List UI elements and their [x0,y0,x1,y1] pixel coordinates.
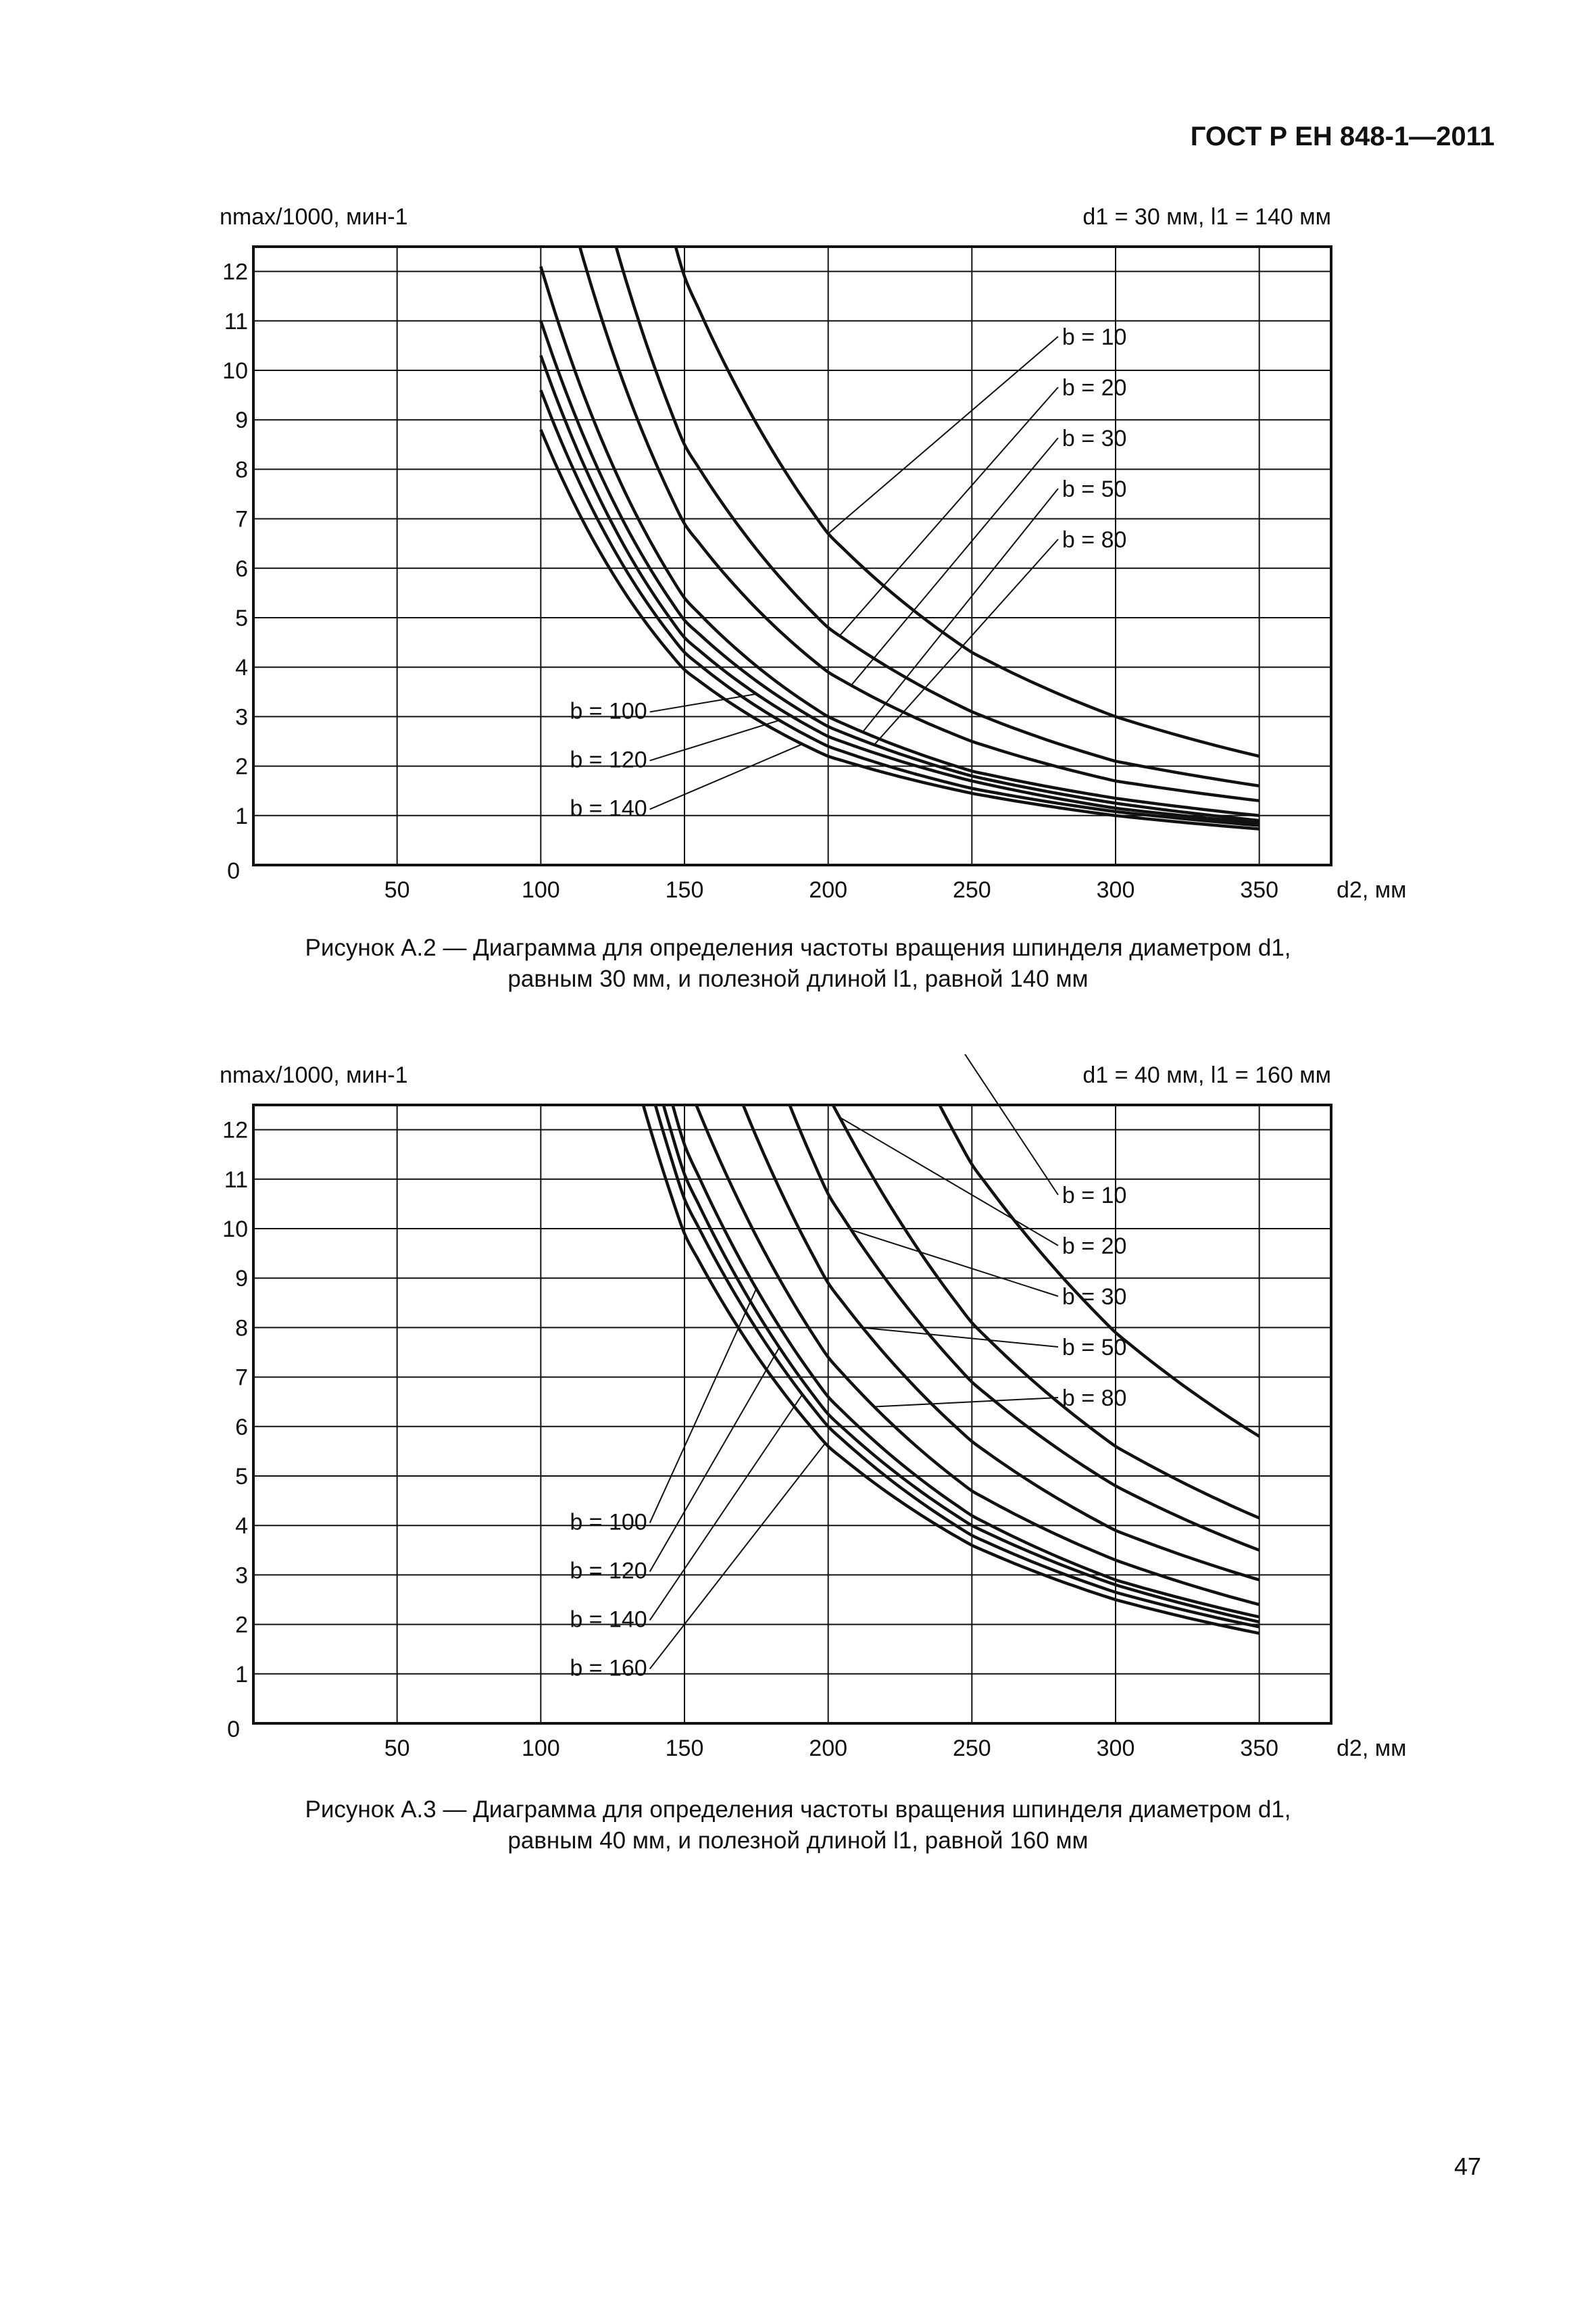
leader-line [828,1054,1058,1195]
params-label: d1 = 40 мм, l1 = 160 мм [1082,1062,1331,1088]
caption-a3 [0,1794,1596,1856]
series-label: b = 50 [1062,476,1127,502]
curve-b80 [541,1054,1259,1604]
y-tick-label: 10 [222,358,248,384]
x-tick-label: 150 [665,1736,704,1761]
series-label: b = 120 [570,1558,647,1584]
curve-b30 [541,196,1259,801]
series-label: b = 20 [1062,1233,1127,1259]
y-tick-label: 5 [235,1464,248,1490]
leader-line [650,1394,803,1620]
x-tick-label: 300 [1096,877,1135,903]
y-tick-label: 4 [235,1513,248,1540]
caption-a3-line-1: Рисунок А.3 — Диаграмма для определения частоты вращения шпинделя диаметром d1, [305,1796,1291,1823]
leader-line [863,1328,1058,1347]
curve-b160 [541,1054,1259,1633]
leader-line [650,720,780,761]
x-tick-label: 100 [521,1736,560,1761]
y-tick-label: 3 [235,704,248,731]
caption-a2-line-2: равным 30 мм, и полезной длиной l1, равной 140 мм [507,966,1089,992]
x-tick-label: 350 [1240,1736,1279,1761]
y-tick-label: 12 [222,1117,248,1143]
y-tick-label: 9 [235,1266,248,1292]
leader-line [874,539,1058,745]
curve-b10 [541,196,1259,756]
series-label: b = 80 [1062,1385,1127,1411]
series-label: b = 140 [570,1606,647,1633]
curve-b140 [541,1054,1259,1627]
y-tick-label: 1 [235,1661,248,1688]
y-tick-label: 4 [235,655,248,681]
figure-a2 [0,196,1596,912]
leader-line [650,1289,757,1523]
y-tick-label: 8 [235,457,248,483]
caption-a2-line-1: Рисунок А.2 — Диаграмма для определения частоты вращения шпинделя диаметром d1, [305,935,1291,961]
x-tick-label: 250 [952,1736,991,1761]
leader-line [840,1117,1058,1246]
y-tick-label: 7 [235,506,248,533]
origin-label: 0 [227,1717,240,1742]
y-tick-label: 10 [222,1216,248,1242]
series-label: b = 120 [570,747,647,773]
series-label: b = 30 [1062,1284,1127,1310]
leader-line [863,489,1058,732]
leader-line [840,387,1058,636]
y-tick-label: 2 [235,1612,248,1638]
x-axis-label: d2, мм [1337,1736,1407,1761]
series-label: b = 140 [570,795,647,822]
series-label: b = 100 [570,698,647,724]
series-label: b = 30 [1062,426,1127,451]
series-label: b = 80 [1062,527,1127,553]
x-tick-label: 200 [809,1736,848,1761]
series-label: b = 20 [1062,375,1127,401]
x-axis-label: d2, мм [1337,877,1407,903]
curves [541,196,1259,829]
gridlines [253,1105,1331,1723]
caption-a3-line-2: равным 40 мм, и полезной длиной l1, равной 160 мм [507,1827,1089,1854]
x-tick-label: 50 [384,1736,410,1761]
series-label: b = 10 [1062,1183,1127,1208]
y-tick-label: 2 [235,754,248,780]
document-id-header: ГОСТ Р ЕН 848-1—2011 [1190,122,1495,151]
series-label: b = 50 [1062,1335,1127,1360]
curve-b100 [541,1054,1259,1617]
chart-a2 [0,196,1596,912]
y-tick-label: 7 [235,1364,248,1391]
x-tick-label: 50 [384,877,410,903]
series-label: b = 100 [570,1509,647,1535]
y-tick-label: 1 [235,803,248,829]
plot-frame [253,1105,1331,1723]
leader-line [851,1230,1058,1296]
curve-b20 [541,196,1259,786]
curves [541,1054,1259,1633]
params-label: d1 = 30 мм, l1 = 140 мм [1082,204,1331,230]
caption-a2 [0,933,1596,995]
y-tick-label: 6 [235,556,248,582]
x-tick-label: 100 [521,877,560,903]
leader-line [650,1443,826,1669]
y-tick-label: 3 [235,1562,248,1589]
leader-line [851,438,1058,685]
y-axis-label: nmax/1000, мин-1 [220,204,408,230]
x-tick-label: 300 [1096,1736,1135,1761]
series-label: b = 10 [1062,324,1127,350]
leader-line [828,337,1058,534]
series-label: b = 160 [570,1655,647,1681]
y-axis-label: nmax/1000, мин-1 [220,1062,408,1088]
page-number: 47 [1453,2152,1481,2180]
y-tick-label: 11 [224,308,248,335]
y-tick-label: 6 [235,1414,248,1440]
x-tick-label: 250 [952,877,991,903]
origin-label: 0 [227,858,240,884]
y-tick-label: 12 [222,259,248,285]
y-tick-label: 11 [224,1166,248,1193]
y-tick-label: 5 [235,606,248,631]
y-tick-label: 9 [235,408,248,434]
leader-line [874,1398,1058,1407]
figure-a3 [0,1054,1596,1771]
x-tick-label: 350 [1240,877,1279,903]
x-tick-label: 150 [665,877,704,903]
chart-a3 [0,1054,1596,1771]
x-tick-label: 200 [809,877,848,903]
curve-b120 [541,1054,1259,1622]
y-tick-label: 8 [235,1315,248,1341]
